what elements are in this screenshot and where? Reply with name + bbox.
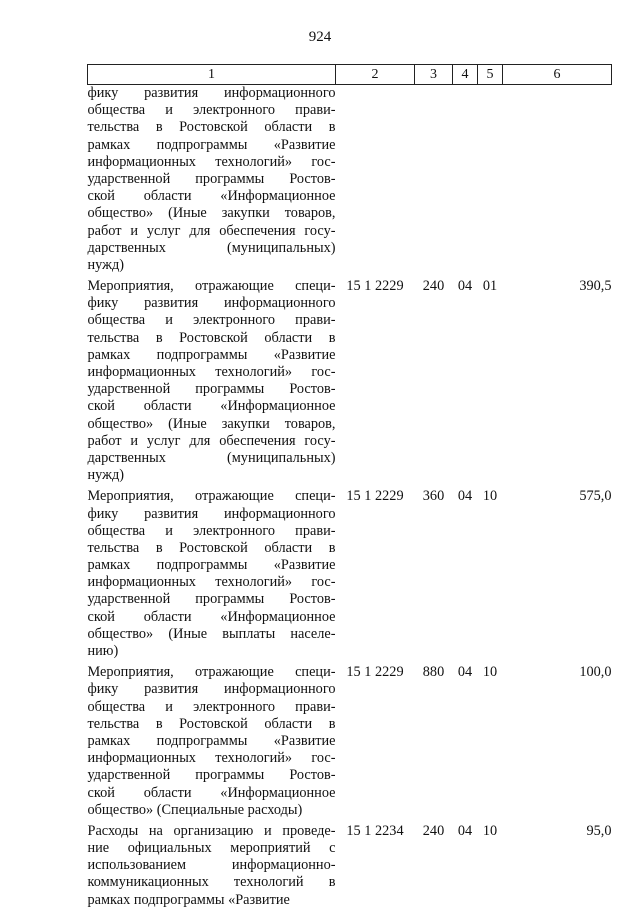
- description-line: нужд): [87, 256, 125, 273]
- row-description: [88, 664, 336, 823]
- section-code: [453, 85, 478, 279]
- description-line: ударственной программы Ростов-: [87, 381, 336, 398]
- description-line: дарственных (муниципальных): [87, 239, 336, 256]
- description-line: тельства в Ростовской области в: [87, 329, 336, 346]
- target-article-code: 15 1 2229: [346, 664, 404, 681]
- expense-type-code: 360: [422, 488, 445, 505]
- subsection-code: 10: [482, 822, 498, 839]
- description-line: ской области «Информационное: [87, 398, 336, 415]
- description-line: использованием информационно-: [87, 857, 336, 874]
- description-line: общество» (Иные закупки товаров,: [87, 205, 336, 222]
- row-description: [88, 278, 336, 488]
- expense-type-code: [415, 85, 453, 279]
- header-col-3: 3: [415, 65, 453, 85]
- table-header: [88, 65, 612, 85]
- description-line: рамках подпрограммы «Развитие: [87, 557, 336, 574]
- description-line: информационных технологий» гос-: [87, 364, 336, 380]
- description-line: коммуникационных технологий в: [87, 874, 336, 891]
- description-line: ударственной программы Ростов-: [87, 767, 336, 784]
- target-article-code: 15 1 2234: [346, 822, 404, 839]
- description-line: фику развития информационного: [87, 85, 336, 101]
- subsection-code: [478, 85, 503, 279]
- row-description: [88, 488, 336, 664]
- amount: [503, 85, 612, 279]
- amount: 100,0: [579, 664, 612, 681]
- description-line: Мероприятия, отражающие специ-: [87, 664, 336, 681]
- subsection-code: 01: [482, 278, 498, 295]
- header-col-5: 5: [478, 65, 503, 85]
- section-code: 04: [457, 278, 473, 295]
- description-line: общества и электронного прави-: [87, 698, 336, 715]
- description-line: дарственных (муниципальных): [87, 449, 336, 466]
- table-row: [88, 278, 612, 488]
- amount: 95,0: [586, 822, 612, 839]
- subsection-code: 10: [482, 488, 498, 505]
- header-col-1: 1: [88, 65, 336, 85]
- section-code: 04: [457, 822, 473, 839]
- target-article-code: [336, 85, 415, 279]
- description-line: информационных технологий» гос-: [87, 574, 336, 591]
- section-code: 04: [457, 488, 473, 505]
- page-number: 924: [308, 29, 332, 45]
- description-line: нужд): [87, 467, 125, 484]
- description-line: общества и электронного прави-: [87, 102, 336, 119]
- description-line: Расходы на организацию и проведе-: [87, 822, 336, 839]
- description-line: тельства в Ростовской области в: [87, 539, 336, 556]
- amount: 575,0: [579, 488, 612, 505]
- description-line: ние официальных мероприятий с: [87, 840, 336, 857]
- description-line: общество» (Специальные расходы): [87, 801, 303, 818]
- table-row: [88, 664, 612, 823]
- description-line: ударственной программы Ростов-: [87, 170, 336, 187]
- expense-type-code: 880: [422, 664, 445, 681]
- description-line: Мероприятия, отражающие специ-: [87, 278, 336, 295]
- description-line: рамках подпрограммы «Развитие: [87, 732, 336, 749]
- description-line: рамках подпрограммы «Развитие: [87, 136, 336, 153]
- description-line: работ и услуг для обеспечения госу-: [87, 222, 336, 239]
- description-line: информационных технологий» гос-: [87, 153, 336, 170]
- description-line: рамках подпрограммы «Развитие: [87, 346, 336, 363]
- description-line: ской области «Информационное: [87, 784, 336, 801]
- description-line: тельства в Ростовской области в: [87, 119, 336, 136]
- row-description: [88, 823, 336, 913]
- section-code: 04: [457, 664, 473, 681]
- description-line: ударственной программы Ростов-: [87, 591, 336, 608]
- description-line: ской области «Информационное: [87, 188, 336, 205]
- description-line: общество» (Иные выплаты населе-: [87, 625, 336, 642]
- expense-type-code: 240: [422, 278, 445, 295]
- row-description: [88, 85, 336, 279]
- description-line: работ и услуг для обеспечения госу-: [87, 432, 336, 449]
- description-line: тельства в Ростовской области в: [87, 715, 336, 732]
- description-line: нию): [87, 643, 119, 659]
- description-line: общества и электронного прави-: [87, 312, 336, 329]
- header-col-2: 2: [336, 65, 415, 85]
- description-line: фику развития информационного: [87, 505, 336, 522]
- description-line: фику развития информационного: [87, 295, 336, 312]
- description-line: информационных технологий» гос-: [87, 750, 336, 767]
- expense-type-code: 240: [422, 822, 445, 839]
- amount: 390,5: [579, 278, 612, 295]
- table-row: [88, 823, 612, 913]
- table-body: [88, 85, 612, 913]
- table-row: [88, 85, 612, 279]
- subsection-code: 10: [482, 664, 498, 681]
- description-line: общества и электронного прави-: [87, 522, 336, 539]
- target-article-code: 15 1 2229: [346, 488, 404, 505]
- budget-table: [87, 64, 612, 913]
- description-line: рамках подпрограммы «Развитие: [87, 891, 290, 908]
- header-col-4: 4: [453, 65, 478, 85]
- description-line: ской области «Информационное: [87, 608, 336, 625]
- table-row: [88, 488, 612, 664]
- header-row: [88, 65, 612, 85]
- description-line: Мероприятия, отражающие специ-: [87, 488, 336, 505]
- header-col-6: 6: [503, 65, 612, 85]
- description-line: общество» (Иные закупки товаров,: [87, 415, 336, 432]
- target-article-code: 15 1 2229: [346, 278, 404, 295]
- description-line: фику развития информационного: [87, 681, 336, 698]
